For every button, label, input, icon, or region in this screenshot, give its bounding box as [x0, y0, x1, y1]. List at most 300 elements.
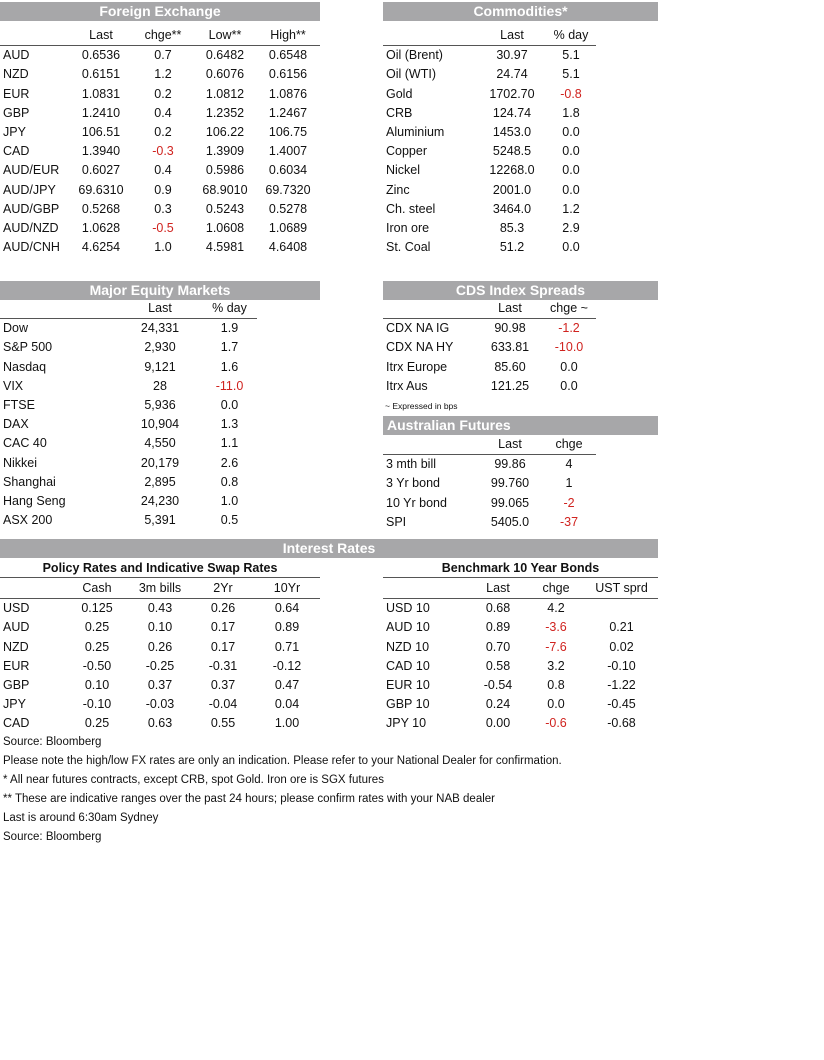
bonds-rule	[383, 577, 658, 578]
cell-value: 121.25	[490, 378, 530, 393]
cell-value: 5.1	[562, 67, 580, 82]
cell-value: 106.75	[268, 125, 308, 140]
table-row	[0, 657, 320, 676]
cell-value: 0.26	[147, 639, 173, 654]
commodities-table	[383, 26, 596, 257]
row-label: Zinc	[386, 182, 410, 197]
cell-value: 0.4	[154, 163, 172, 178]
cell-value: -10.0	[554, 340, 584, 355]
row-label: ASX 200	[3, 513, 53, 528]
cell-value: 1.0831	[81, 86, 121, 101]
table-row	[0, 492, 257, 511]
cell-value: 1.3909	[205, 144, 245, 159]
row-label: GBP	[3, 105, 30, 120]
table-row	[0, 695, 320, 714]
row-label: 3 mth bill	[386, 457, 437, 472]
row-label: DAX	[3, 417, 29, 432]
cell-value: -3.6	[545, 620, 567, 635]
cell-value: 0.00	[485, 716, 511, 731]
cell-value: 0.6536	[81, 48, 121, 63]
row-label: Dow	[3, 321, 29, 336]
header-row	[383, 26, 596, 46]
cell-value: 0.04	[274, 697, 300, 712]
cell-value: 9,121	[144, 359, 176, 374]
cell-value: 0.6076	[205, 67, 245, 82]
cell-value: 2,930	[144, 340, 176, 355]
row-label: AUD/EUR	[3, 163, 60, 178]
table-row	[0, 46, 320, 66]
cell-value: 0.5	[220, 513, 239, 528]
row-label: NZD	[3, 67, 29, 82]
cds-note: ~ Expressed in bps	[385, 401, 458, 411]
cell-value: 0.8	[547, 678, 565, 693]
cell-value: 0.5268	[81, 201, 121, 216]
row-label: JPY	[3, 697, 26, 712]
table-row	[383, 104, 596, 123]
row-label: Copper	[386, 144, 427, 159]
cell-value: 1.2410	[81, 105, 121, 120]
column-header: % day	[546, 26, 596, 46]
column-header: Low**	[194, 26, 256, 46]
row-label: Iron ore	[386, 221, 430, 236]
cell-value: 0.58	[485, 658, 511, 673]
cell-value: 0.0	[560, 378, 578, 393]
column-header	[0, 26, 70, 46]
table-row	[0, 511, 257, 530]
fx-title: Foreign Exchange	[0, 2, 320, 21]
cell-value: -0.68	[607, 716, 636, 731]
cell-value: 0.6482	[205, 48, 245, 63]
cell-value: 0.63	[147, 716, 173, 731]
cell-value: 1.9	[220, 321, 239, 336]
cell-value: 1.6	[220, 359, 239, 374]
table-row	[0, 123, 320, 142]
row-label: JPY	[3, 125, 26, 140]
cell-value: 1.3940	[81, 144, 121, 159]
cell-value: 0.25	[84, 716, 110, 731]
cell-value: 0.9	[154, 182, 172, 197]
header-row	[0, 26, 320, 46]
cell-value: 0.21	[609, 620, 634, 635]
row-label: St. Coal	[386, 240, 431, 255]
column-header: Last	[478, 26, 546, 46]
row-label: NZD 10	[386, 639, 430, 654]
cell-value: 0.89	[485, 620, 511, 635]
row-label: JPY 10	[386, 716, 427, 731]
table-row	[0, 104, 320, 123]
table-row	[383, 85, 596, 104]
column-header: % day	[202, 299, 257, 319]
cell-value: -0.12	[272, 658, 302, 673]
cell-value: 1.0876	[268, 86, 308, 101]
cell-value: -37	[559, 514, 579, 529]
row-label: GBP	[3, 678, 30, 693]
table-row	[383, 618, 658, 637]
table-row	[0, 473, 257, 492]
cell-value: 2.9	[562, 221, 580, 236]
cell-value: 99.760	[490, 476, 530, 491]
cell-value: 2,895	[144, 474, 176, 489]
cell-value: 1.2	[154, 67, 172, 82]
cell-value: 633.81	[490, 340, 530, 355]
table-row	[0, 454, 257, 473]
row-label: Itrx Europe	[386, 359, 448, 374]
table-row	[383, 657, 658, 676]
table-row	[0, 319, 257, 339]
bonds-title: Benchmark 10 Year Bonds	[441, 561, 600, 575]
table-row	[383, 161, 596, 180]
cell-value: 1702.70	[489, 86, 535, 101]
cell-value: 4.2	[547, 601, 565, 616]
cell-value: 4	[565, 457, 573, 472]
cell-value: 1.0	[154, 240, 172, 255]
cell-value: 0.68	[485, 601, 511, 616]
cell-value: 1.4007	[268, 144, 308, 159]
cell-value: 1.2352	[205, 105, 245, 120]
bonds-table	[383, 579, 658, 734]
cell-value: 85.60	[494, 359, 526, 374]
footnote-source-2: Source: Bloomberg	[3, 831, 102, 843]
cell-value: 0.5278	[268, 201, 308, 216]
row-label: AUD/GBP	[3, 201, 60, 216]
row-label: CDX NA HY	[386, 340, 454, 355]
cell-value: 0.2	[154, 125, 172, 140]
cell-value: 5.1	[562, 48, 580, 63]
footnote-fx-disclaimer: Please note the high/low FX rates are only an indication. Please refer to your National Dealer for confirmation.	[3, 755, 562, 767]
cell-value: 1.2467	[268, 105, 308, 120]
column-header: 10Yr	[254, 579, 320, 599]
table-row	[0, 181, 320, 200]
cell-value: 85.3	[499, 221, 525, 236]
cell-value: 0.17	[210, 620, 236, 635]
column-header: chge	[527, 579, 585, 599]
row-label: Nickel	[386, 163, 421, 178]
cell-value: 24.74	[496, 67, 528, 82]
row-label: CAD 10	[386, 658, 430, 673]
cell-value: 10,904	[140, 417, 180, 432]
column-header	[383, 299, 478, 319]
table-row	[0, 377, 257, 396]
cell-value: 5,391	[144, 513, 176, 528]
cell-value	[585, 599, 658, 619]
policy-rates-title: Policy Rates and Indicative Swap Rates	[42, 561, 278, 575]
cell-value: -0.8	[560, 86, 582, 101]
cell-value: 3464.0	[492, 201, 532, 216]
row-label: Aluminium	[386, 125, 445, 140]
row-label: Itrx Aus	[386, 378, 428, 393]
row-label: EUR	[3, 86, 30, 101]
column-header: Last	[469, 579, 527, 599]
row-label: USD	[3, 601, 30, 616]
cell-value: -11.0	[215, 378, 244, 393]
table-row	[0, 65, 320, 84]
cell-value: 4,550	[144, 436, 176, 451]
column-header: 2Yr	[192, 579, 254, 599]
cell-value: -0.5	[152, 221, 174, 236]
cell-value: -1.2	[558, 321, 580, 336]
table-row	[383, 638, 658, 657]
cell-value: 0.6027	[81, 163, 121, 178]
cell-value: 1.8	[562, 105, 580, 120]
aus-futures-title: Australian Futures	[383, 416, 658, 435]
row-label: Hang Seng	[3, 494, 66, 509]
row-label: CAD	[3, 716, 30, 731]
cell-value: -0.04	[208, 697, 238, 712]
cell-value: -0.54	[483, 678, 513, 693]
column-header: Last	[118, 299, 202, 319]
cell-value: 1.3	[220, 417, 239, 432]
cell-value: 0.0	[220, 398, 239, 413]
table-row	[383, 455, 596, 475]
row-label: Oil (WTI)	[386, 67, 436, 82]
table-row	[383, 200, 596, 219]
footnote-ranges: ** These are indicative ranges over the past 24 hours; please confirm rates with your NAB dealer	[3, 793, 495, 805]
cell-value: 0.6548	[268, 48, 308, 63]
cell-value: 30.97	[496, 48, 528, 63]
cell-value: -1.22	[607, 678, 636, 693]
commodities-title: Commodities*	[383, 2, 658, 21]
column-header	[0, 579, 66, 599]
row-label: CRB	[386, 105, 413, 120]
cell-value: 51.2	[499, 240, 525, 255]
cds-title: CDS Index Spreads	[383, 281, 658, 300]
cell-value: 5248.5	[492, 144, 532, 159]
column-header: chge	[542, 435, 596, 455]
cell-value: 12268.0	[489, 163, 535, 178]
table-row	[383, 338, 596, 357]
cell-value: 0.25	[84, 620, 110, 635]
cell-value: 4.5981	[205, 240, 245, 255]
table-row	[383, 714, 658, 733]
column-header: chge**	[132, 26, 194, 46]
column-header: Last	[478, 435, 542, 455]
cell-value: -0.50	[82, 658, 112, 673]
cell-value: 0.37	[210, 678, 236, 693]
cell-value: -0.3	[152, 144, 174, 159]
cell-value: 0.6156	[268, 67, 308, 82]
row-label: Gold	[386, 86, 413, 101]
cell-value: -0.10	[607, 658, 636, 673]
header-row	[383, 435, 596, 455]
table-row	[0, 219, 320, 238]
row-label: S&P 500	[3, 340, 53, 355]
table-row	[0, 358, 257, 377]
table-row	[383, 676, 658, 695]
table-row	[0, 599, 320, 619]
row-label: EUR 10	[386, 678, 430, 693]
cell-value: 2001.0	[492, 182, 532, 197]
cell-value: 1	[565, 476, 573, 491]
row-label: EUR	[3, 658, 30, 673]
header-row	[0, 579, 320, 599]
cell-value: 24,230	[140, 494, 180, 509]
cell-value: 0.0	[562, 240, 580, 255]
footnote-last-time: Last is around 6:30am Sydney	[3, 812, 159, 824]
cell-value: 124.74	[492, 105, 532, 120]
footnote-futures: * All near futures contracts, except CRB, spot Gold. Iron ore is SGX futures	[3, 774, 384, 786]
cell-value: 24,331	[140, 321, 180, 336]
cell-value: 0.24	[485, 697, 511, 712]
cell-value: 0.71	[274, 639, 300, 654]
cell-value: 0.5243	[205, 201, 245, 216]
row-label: Nasdaq	[3, 359, 47, 374]
cell-value: 106.51	[81, 125, 121, 140]
cell-value: 28	[153, 378, 167, 393]
table-row	[0, 161, 320, 180]
cell-value: 0.25	[84, 639, 110, 654]
column-header: High**	[256, 26, 320, 46]
column-header: Last	[70, 26, 132, 46]
table-row	[0, 238, 320, 257]
cell-value: 0.5986	[205, 163, 245, 178]
cell-value: 69.7320	[265, 182, 311, 197]
table-row	[383, 358, 596, 377]
row-label: AUD 10	[386, 620, 430, 635]
table-row	[383, 695, 658, 714]
table-row	[0, 142, 320, 161]
row-label: Shanghai	[3, 474, 56, 489]
cell-value: 0.0	[560, 359, 578, 374]
table-row	[383, 181, 596, 200]
cell-value: -0.03	[145, 697, 175, 712]
table-row	[383, 319, 596, 339]
cell-value: 0.37	[147, 678, 173, 693]
cell-value: 1.2	[562, 201, 580, 216]
row-label: CAD	[3, 144, 30, 159]
cell-value: 2.6	[220, 455, 239, 470]
cell-value: -0.45	[607, 697, 636, 712]
row-label: AUD/NZD	[3, 221, 59, 236]
cell-value: 3.2	[547, 658, 565, 673]
column-header	[383, 26, 478, 46]
table-row	[0, 434, 257, 453]
cell-value: 99.86	[494, 457, 526, 472]
row-label: Ch. steel	[386, 201, 436, 216]
cell-value: 1.0608	[205, 221, 245, 236]
row-label: AUD	[3, 620, 30, 635]
cell-value: 1.0689	[268, 221, 308, 236]
equity-table	[0, 299, 257, 530]
table-row	[383, 123, 596, 142]
cell-value: 0.0	[562, 182, 580, 197]
row-label: USD 10	[386, 601, 430, 616]
cell-value: 0.17	[210, 639, 236, 654]
cell-value: 0.89	[274, 620, 300, 635]
table-row	[383, 219, 596, 238]
cell-value: 68.9010	[202, 182, 248, 197]
column-header	[0, 299, 118, 319]
table-row	[383, 142, 596, 161]
cell-value: 4.6254	[81, 240, 121, 255]
cell-value: -0.10	[82, 697, 112, 712]
cell-value: 1.00	[274, 716, 300, 731]
cell-value: 20,179	[140, 455, 180, 470]
table-row	[0, 638, 320, 657]
cell-value: 106.22	[205, 125, 245, 140]
table-row	[383, 46, 596, 66]
column-header: 3m bills	[128, 579, 192, 599]
column-header	[383, 579, 469, 599]
cell-value: 0.70	[485, 639, 511, 654]
column-header	[383, 435, 478, 455]
cell-value: 99.065	[490, 495, 530, 510]
aus-futures-table	[383, 435, 596, 532]
policy-rates-rule	[0, 577, 320, 578]
table-row	[0, 714, 320, 733]
row-label: VIX	[3, 378, 24, 393]
row-label: 10 Yr bond	[386, 495, 447, 510]
table-row	[383, 238, 596, 257]
row-label: FTSE	[3, 398, 35, 413]
cell-value: 1453.0	[492, 125, 532, 140]
row-label: GBP 10	[386, 697, 430, 712]
cell-value: 0.47	[274, 678, 300, 693]
cell-value: 0.8	[220, 474, 239, 489]
row-label: CAC 40	[3, 436, 47, 451]
cell-value: 0.55	[210, 716, 236, 731]
cell-value: 0.10	[147, 620, 173, 635]
table-row	[383, 474, 596, 493]
row-label: NZD	[3, 639, 29, 654]
cell-value: 0.0	[547, 697, 565, 712]
column-header: Last	[478, 299, 542, 319]
cell-value: 0.43	[147, 601, 173, 616]
row-label: CDX NA IG	[386, 321, 450, 336]
table-row	[0, 415, 257, 434]
row-label: 3 Yr bond	[386, 476, 440, 491]
policy-rates-table	[0, 579, 320, 734]
cell-value: 0.02	[609, 639, 634, 654]
column-header: chge ~	[542, 299, 596, 319]
cell-value: 0.3	[154, 201, 172, 216]
cell-value: 1.1	[220, 436, 239, 451]
cell-value: 0.2	[154, 86, 172, 101]
row-label: SPI	[386, 514, 407, 529]
cell-value: 1.0	[220, 494, 239, 509]
cds-table	[383, 299, 596, 396]
cell-value: 5405.0	[490, 514, 530, 529]
table-row	[0, 338, 257, 357]
fx-table	[0, 26, 320, 257]
column-header: Cash	[66, 579, 128, 599]
row-label: AUD/CNH	[3, 240, 60, 255]
column-header: UST sprd	[585, 579, 658, 599]
table-row	[383, 599, 658, 619]
row-label: Oil (Brent)	[386, 48, 443, 63]
table-row	[0, 85, 320, 104]
footnote-source-1: Source: Bloomberg	[3, 736, 102, 748]
cell-value: 4.6408	[268, 240, 308, 255]
table-row	[0, 676, 320, 695]
cell-value: 0.64	[274, 601, 300, 616]
cell-value: 0.0	[562, 163, 580, 178]
cell-value: 5,936	[144, 398, 176, 413]
cell-value: 0.7	[154, 48, 172, 63]
cell-value: 1.7	[220, 340, 239, 355]
header-row	[383, 299, 596, 319]
cell-value: 0.0	[562, 144, 580, 159]
table-row	[0, 396, 257, 415]
cell-value: 69.6310	[78, 182, 124, 197]
row-label: Nikkei	[3, 455, 38, 470]
table-row	[383, 65, 596, 84]
cell-value: 0.6034	[268, 163, 308, 178]
row-label: AUD	[3, 48, 30, 63]
cell-value: -0.6	[545, 716, 567, 731]
interest-rates-title: Interest Rates	[0, 539, 658, 558]
cell-value: -7.6	[545, 639, 567, 654]
cell-value: 0.0	[562, 125, 580, 140]
